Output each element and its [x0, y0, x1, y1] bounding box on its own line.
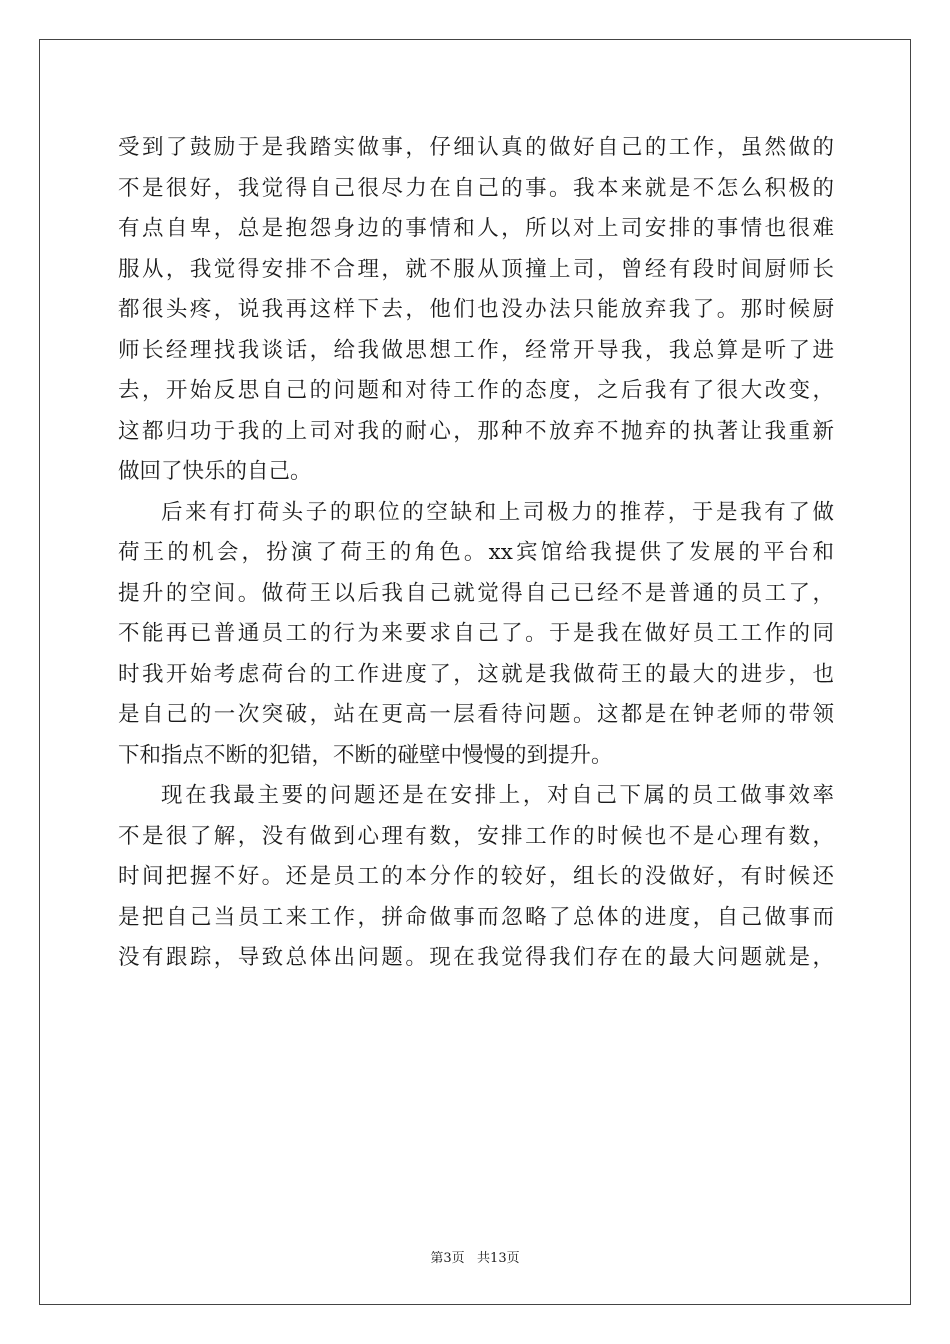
text-line: 都很头疼，说我再这样下去，他们也没办法只能放弃我了。那时候厨 [118, 297, 834, 322]
text-line: 没有跟踪，导致总体出问题。现在我觉得我们存在的最大问题就是， [118, 945, 834, 970]
text-line: 提升的空间。做荷王以后我自己就觉得自己已经不是普通的员工了， [118, 580, 834, 606]
text-line: 有点自卑，总是抱怨身边的事情和人，所以对上司安排的事情也很难 [118, 216, 834, 241]
text-line: 后来有打荷头子的职位的空缺和上司极力的推荐，于是我有了做 [161, 499, 834, 525]
text-line: 不是很了解，没有做到心理有数，安排工作的时候也不是心理有数， [118, 823, 834, 849]
text-line: 现在我最主要的问题还是在安排上，对自己下属的员工做事效率 [161, 783, 834, 808]
text-line: 是把自己当员工来工作，拼命做事而忽略了总体的进度，自己做事而 [118, 904, 834, 930]
page-number: 第3页 共13页 [430, 1251, 520, 1266]
text-line: 不能再已普通员工的行为来要求自己了。于是我在做好员工工作的同 [118, 621, 834, 646]
text-line: 下和指点不断的犯错，不断的碰壁中慢慢的到提升。 [118, 742, 613, 768]
text-line: 时间把握不好。还是员工的本分作的较好，组长的没做好，有时候还 [118, 864, 834, 889]
text-line: 去，开始反思自己的问题和对待工作的态度，之后我有了很大改变， [118, 378, 834, 403]
text-line: 是自己的一次突破，站在更高一层看待问题。这都是在钟老师的带领 [118, 702, 834, 727]
text-line: 荷王的机会，扮演了荷王的角色。xx宾馆给我提供了发展的平台和 [118, 540, 834, 565]
document-body [118, 128, 834, 979]
text-line: 时我开始考虑荷台的工作进度了，这就是我做荷王的最大的进步，也 [118, 661, 834, 687]
text-line: 师长经理找我谈话，给我做思想工作，经常开导我，我总算是听了进 [118, 337, 834, 363]
text-line: 不是很好，我觉得自己很尽力在自己的事。我本来就是不怎么积极的 [118, 175, 834, 201]
text-line: 服从，我觉得安排不合理，就不服从顶撞上司，曾经有段时间厨师长 [118, 256, 834, 282]
text-line: 做回了快乐的自己。 [118, 459, 312, 484]
text-line: 这都归功于我的上司对我的耐心，那种不放弃不抛弃的执著让我重新 [118, 418, 834, 444]
text-line: 受到了鼓励于是我踏实做事，仔细认真的做好自己的工作，虽然做的 [118, 135, 834, 160]
